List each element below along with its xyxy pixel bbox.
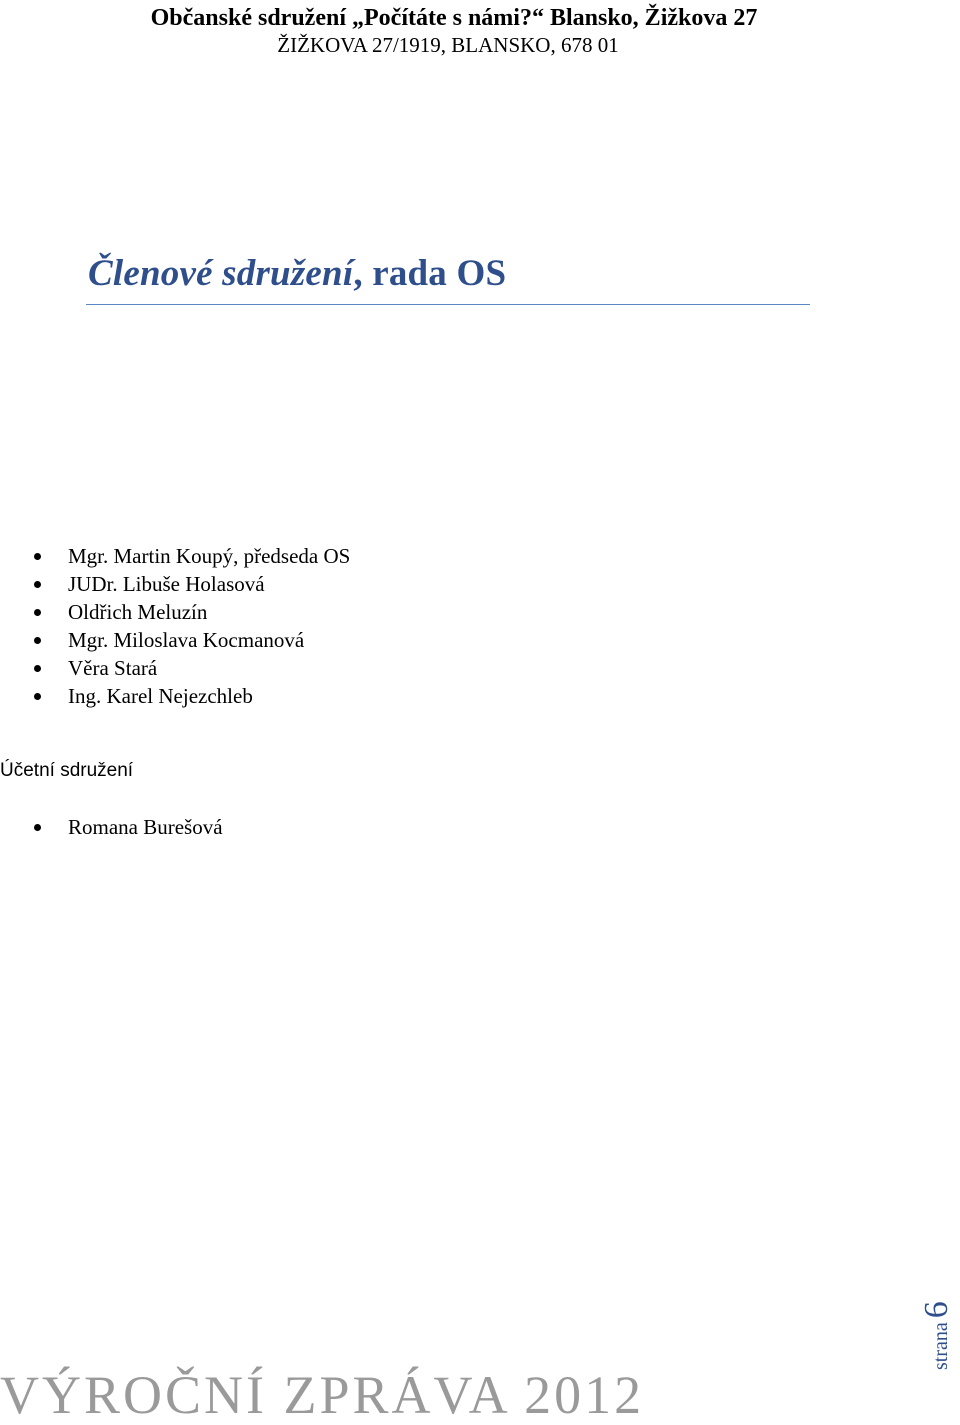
document-header-address: ŽIŽKOVA 27/1919, BLANSKO, 678 01 xyxy=(277,33,619,57)
section-heading-italic: Členové sdružení xyxy=(88,253,354,294)
list-item xyxy=(0,682,350,710)
list-item xyxy=(0,542,350,570)
member-name: Ing. Karel Nejezchleb xyxy=(68,684,253,708)
document-header-title: Občanské sdružení „Počítáte s námi?“ Blansko, Žižkova 27 xyxy=(150,5,758,31)
page-number: 6 xyxy=(918,1301,955,1319)
bullet-icon xyxy=(34,665,41,672)
member-name: Oldřich Meluzín xyxy=(68,600,208,624)
members-list xyxy=(0,542,350,710)
member-name: Mgr. Miloslava Kocmanová xyxy=(68,628,305,652)
bullet-icon xyxy=(34,609,41,616)
bullet-icon xyxy=(34,824,41,831)
accountant-label: Účetní sdružení xyxy=(0,760,134,781)
heading-underline xyxy=(86,304,810,305)
page-number-marker xyxy=(918,1301,955,1370)
accountant-list xyxy=(0,813,223,841)
list-item xyxy=(0,598,350,626)
member-name: JUDr. Libuše Holasová xyxy=(68,572,265,596)
list-item xyxy=(0,813,223,841)
bullet-icon xyxy=(34,553,41,560)
member-name: Mgr. Martin Koupý, předseda OS xyxy=(68,544,351,568)
footer-report-title: VÝROČNÍ ZPRÁVA 2012 xyxy=(0,1365,645,1425)
member-name: Věra Stará xyxy=(68,656,158,680)
bullet-icon xyxy=(34,693,41,700)
page-word: strana xyxy=(930,1322,952,1370)
list-item xyxy=(0,570,350,598)
list-item xyxy=(0,654,350,682)
section-heading xyxy=(88,252,506,295)
bullet-icon xyxy=(34,637,41,644)
bullet-icon xyxy=(34,581,41,588)
section-heading-rest: , rada OS xyxy=(353,253,507,294)
list-item xyxy=(0,626,350,654)
accountant-name: Romana Burešová xyxy=(68,815,223,839)
